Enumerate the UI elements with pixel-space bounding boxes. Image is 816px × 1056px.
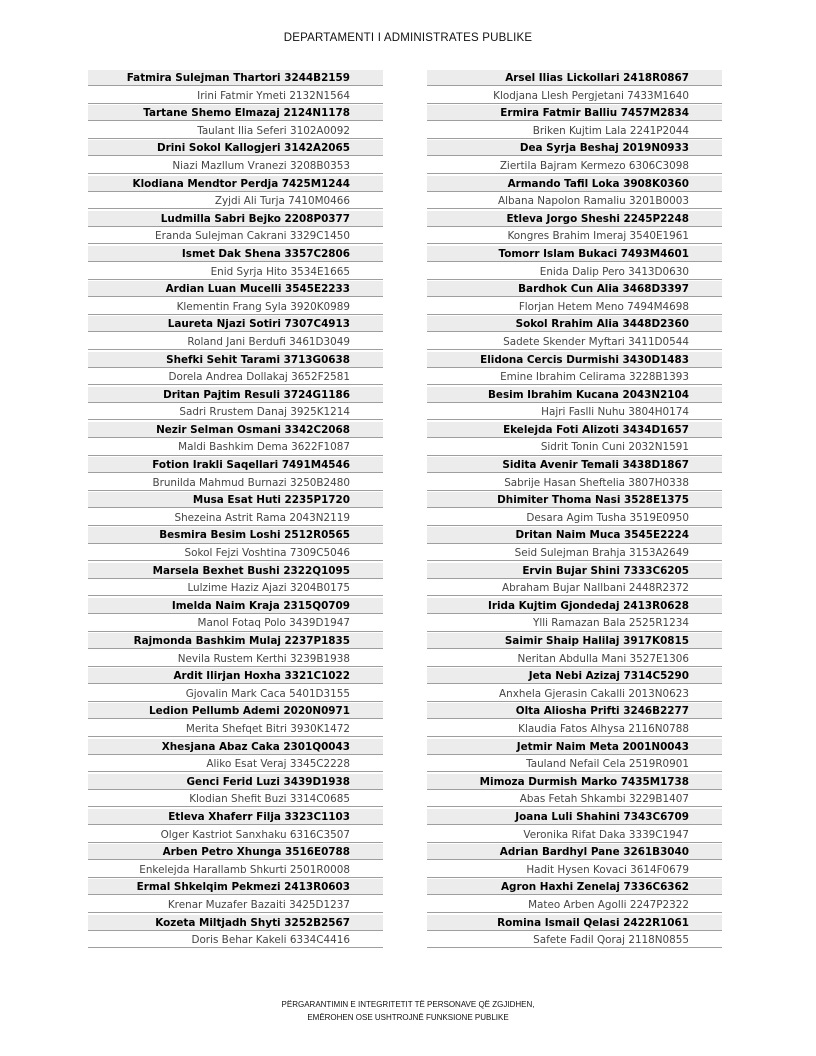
list-item: Ermal Shkelqim Pekmezi 2413R0603: [88, 879, 383, 895]
list-item: Klementin Frang Syla 3920K0989: [88, 299, 383, 315]
list-item: Arben Petro Xhunga 3516E0788: [88, 844, 383, 860]
list-item: Besmira Besim Loshi 2512R0565: [88, 527, 383, 543]
right-name-column: [427, 70, 722, 950]
footer-line-1: PËRGARANTIMIN E INTEGRITETIT TË PERSONAVE QË ZGJIDHEN,: [281, 1000, 535, 1009]
list-item: Ismet Dak Shena 3357C2806: [88, 246, 383, 262]
list-item: Aliko Esat Veraj 3345C2228: [88, 756, 383, 772]
list-item: Enid Syrja Hito 3534E1665: [88, 264, 383, 280]
list-item: Shezeina Astrit Rama 2043N2119: [88, 510, 383, 526]
list-item: Etleva Xhaferr Filja 3323C1103: [88, 809, 383, 825]
list-item: Sidrit Tonin Cuni 2032N1591: [427, 439, 722, 455]
list-item: Krenar Muzafer Bazaiti 3425D1237: [88, 897, 383, 913]
left-name-column: [88, 70, 383, 950]
list-item: Ekelejda Foti Alizoti 3434D1657: [427, 422, 722, 438]
list-item: Klaudia Fatos Alhysa 2116N0788: [427, 721, 722, 737]
footer-line-2: EMËROHEN OSE USHTROJNË FUNKSIONE PUBLIKE: [307, 1013, 509, 1022]
list-item: Ylli Ramazan Bala 2525R1234: [427, 615, 722, 631]
list-item: Sokol Fejzi Voshtina 7309C5046: [88, 545, 383, 561]
footer: [0, 998, 816, 1024]
list-item: Jeta Nebi Azizaj 7314C5290: [427, 668, 722, 684]
list-item: Safete Fadil Qoraj 2118N0855: [427, 932, 722, 948]
list-item: Laureta Njazi Sotiri 7307C4913: [88, 316, 383, 332]
list-item: Armando Tafil Loka 3908K0360: [427, 176, 722, 192]
list-item: Dea Syrja Beshaj 2019N0933: [427, 140, 722, 156]
list-item: Emine Ibrahim Celirama 3228B1393: [427, 369, 722, 385]
list-item: Ziertila Bajram Kermezo 6306C3098: [427, 158, 722, 174]
list-item: Anxhela Gjerasin Cakalli 2013N0623: [427, 686, 722, 702]
list-item: Romina Ismail Qelasi 2422R1061: [427, 915, 722, 931]
list-item: Seid Sulejman Brahja 3153A2649: [427, 545, 722, 561]
list-item: Roland Jani Berdufi 3461D3049: [88, 334, 383, 350]
list-item: Sabrije Hasan Sheftelia 3807H0338: [427, 475, 722, 491]
list-item: Gjovalin Mark Caca 5401D3155: [88, 686, 383, 702]
list-item: Kongres Brahim Imeraj 3540E1961: [427, 228, 722, 244]
list-item: Rajmonda Bashkim Mulaj 2237P1835: [88, 633, 383, 649]
list-item: Mateo Arben Agolli 2247P2322: [427, 897, 722, 913]
list-item: Sidita Avenir Temali 3438D1867: [427, 457, 722, 473]
list-item: Arsel Ilias Lickollari 2418R0867: [427, 70, 722, 86]
list-item: Neritan Abdulla Mani 3527E1306: [427, 651, 722, 667]
list-item: Marsela Bexhet Bushi 2322Q1095: [88, 563, 383, 579]
list-item: Dhimiter Thoma Nasi 3528E1375: [427, 492, 722, 508]
list-item: Sadete Skender Myftari 3411D0544: [427, 334, 722, 350]
list-item: Doris Behar Kakeli 6334C4416: [88, 932, 383, 948]
list-item: Klodjana Llesh Pergjetani 7433M1640: [427, 88, 722, 104]
list-item: Dritan Pajtim Resuli 3724G1186: [88, 387, 383, 403]
list-item: Eranda Sulejman Cakrani 3329C1450: [88, 228, 383, 244]
list-item: Drini Sokol Kallogjeri 3142A2065: [88, 140, 383, 156]
list-item: Abraham Bujar Nallbani 2448R2372: [427, 580, 722, 596]
document-title: DEPARTAMENTI I ADMINISTRATES PUBLIKE: [283, 32, 533, 44]
list-item: Xhesjana Abaz Caka 2301Q0043: [88, 739, 383, 755]
list-item: Desara Agim Tusha 3519E0950: [427, 510, 722, 526]
list-item: Tomorr Islam Bukaci 7493M4601: [427, 246, 722, 262]
list-item: Ardian Luan Mucelli 3545E2233: [88, 281, 383, 297]
list-item: Veronika Rifat Daka 3339C1947: [427, 827, 722, 843]
list-item: Imelda Naim Kraja 2315Q0709: [88, 598, 383, 614]
list-item: Kozeta Miltjadh Shyti 3252B2567: [88, 915, 383, 931]
list-item: Albana Napolon Ramaliu 3201B0003: [427, 193, 722, 209]
list-item: Ardit Ilirjan Hoxha 3321C1022: [88, 668, 383, 684]
list-item: Jetmir Naim Meta 2001N0043: [427, 739, 722, 755]
list-item: Enida Dalip Pero 3413D0630: [427, 264, 722, 280]
list-item: Ludmilla Sabri Bejko 2208P0377: [88, 211, 383, 227]
list-item: Dorela Andrea Dollakaj 3652F2581: [88, 369, 383, 385]
list-item: Hadit Hysen Kovaci 3614F0679: [427, 862, 722, 878]
list-item: Besim Ibrahim Kucana 2043N2104: [427, 387, 722, 403]
list-item: Hajri Faslli Nuhu 3804H0174: [427, 404, 722, 420]
list-item: Sokol Rrahim Alia 3448D2360: [427, 316, 722, 332]
list-item: Maldi Bashkim Dema 3622F1087: [88, 439, 383, 455]
list-item: Niazi Mazllum Vranezi 3208B0353: [88, 158, 383, 174]
list-item: Ervin Bujar Shini 7333C6205: [427, 563, 722, 579]
list-item: Joana Luli Shahini 7343C6709: [427, 809, 722, 825]
list-item: Mimoza Durmish Marko 7435M1738: [427, 774, 722, 790]
list-item: Nezir Selman Osmani 3342C2068: [88, 422, 383, 438]
list-item: Adrian Bardhyl Pane 3261B3040: [427, 844, 722, 860]
list-item: Florjan Hetem Meno 7494M4698: [427, 299, 722, 315]
list-item: Tartane Shemo Elmazaj 2124N1178: [88, 105, 383, 121]
list-item: Genci Ferid Luzi 3439D1938: [88, 774, 383, 790]
list-item: Abas Fetah Shkambi 3229B1407: [427, 791, 722, 807]
list-item: Fatmira Sulejman Thartori 3244B2159: [88, 70, 383, 86]
list-item: Etleva Jorgo Sheshi 2245P2248: [427, 211, 722, 227]
list-item: Klodian Shefit Buzi 3314C0685: [88, 791, 383, 807]
list-item: Enkelejda Harallamb Shkurti 2501R0008: [88, 862, 383, 878]
list-item: Musa Esat Huti 2235P1720: [88, 492, 383, 508]
list-item: Irida Kujtim Gjondedaj 2413R0628: [427, 598, 722, 614]
list-item: Agron Haxhi Zenelaj 7336C6362: [427, 879, 722, 895]
list-item: Ledion Pellumb Ademi 2020N0971: [88, 703, 383, 719]
list-item: Ermira Fatmir Balliu 7457M2834: [427, 105, 722, 121]
list-item: Brunilda Mahmud Burnazi 3250B2480: [88, 475, 383, 491]
list-item: Shefki Sehit Tarami 3713G0638: [88, 352, 383, 368]
list-item: Zyjdi Ali Turja 7410M0466: [88, 193, 383, 209]
list-item: Saimir Shaip Halilaj 3917K0815: [427, 633, 722, 649]
list-item: Dritan Naim Muca 3545E2224: [427, 527, 722, 543]
list-item: Bardhok Cun Alia 3468D3397: [427, 281, 722, 297]
list-item: Manol Fotaq Polo 3439D1947: [88, 615, 383, 631]
list-item: Klodiana Mendtor Perdja 7425M1244: [88, 176, 383, 192]
list-item: Taulant Ilia Seferi 3102A0092: [88, 123, 383, 139]
list-item: Sadri Rrustem Danaj 3925K1214: [88, 404, 383, 420]
list-item: Tauland Nefail Cela 2519R0901: [427, 756, 722, 772]
list-item: Olta Aliosha Prifti 3246B2277: [427, 703, 722, 719]
list-item: Nevila Rustem Kerthi 3239B1938: [88, 651, 383, 667]
list-item: Merita Shefqet Bitri 3930K1472: [88, 721, 383, 737]
list-item: Briken Kujtim Lala 2241P2044: [427, 123, 722, 139]
list-item: Olger Kastriot Sanxhaku 6316C3507: [88, 827, 383, 843]
list-item: Irini Fatmir Ymeti 2132N1564: [88, 88, 383, 104]
list-item: Fotion Irakli Saqellari 7491M4546: [88, 457, 383, 473]
list-item: Lulzime Haziz Ajazi 3204B0175: [88, 580, 383, 596]
list-item: Elidona Cercis Durmishi 3430D1483: [427, 352, 722, 368]
